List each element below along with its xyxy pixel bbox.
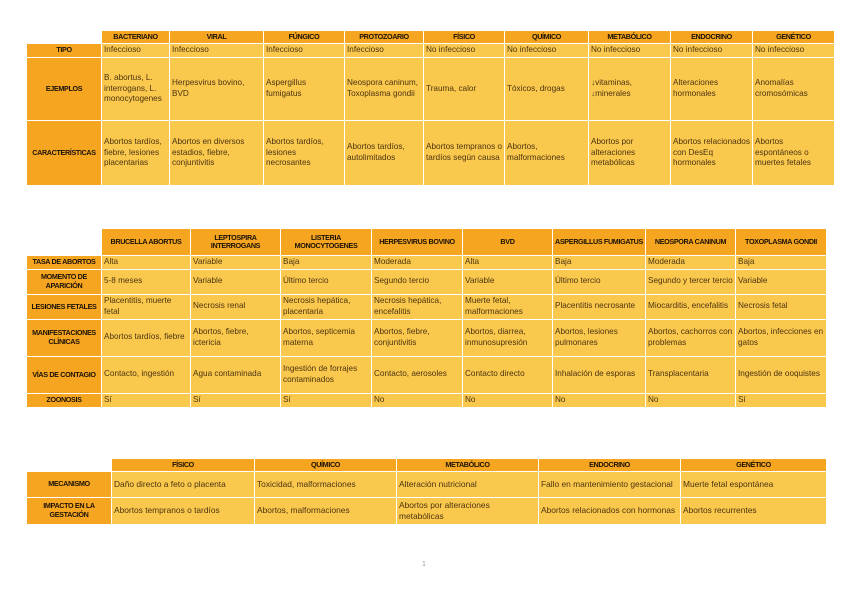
- table-row: [27, 295, 826, 319]
- column-header: TOXOPLASMA GONDII: [736, 229, 826, 255]
- table-cell: Necrosis fetal: [736, 295, 826, 319]
- table-cell: Infeccioso: [345, 44, 423, 57]
- table-cell: Necrosis hepática, placentaria: [281, 295, 371, 319]
- table-cell: Inhalación de esporas: [553, 357, 645, 393]
- table-cell: Sí: [102, 394, 190, 407]
- table-cell: Abortos tardíos, autolimitados: [345, 121, 423, 185]
- row-header: EJEMPLOS: [27, 58, 101, 120]
- column-header: METABÓLICO: [589, 31, 670, 43]
- table-cell: Alteración nutricional: [397, 472, 538, 497]
- table-header-row: [27, 459, 826, 471]
- table-cell: Abortos recurrentes: [681, 498, 826, 524]
- table-cell: Baja: [281, 256, 371, 269]
- column-header: FÍSICO: [112, 459, 254, 471]
- table-row: [27, 498, 826, 524]
- row-header: MECANISMO: [27, 472, 111, 497]
- non-infectious-table: [26, 458, 827, 525]
- table-cell: Fallo en mantenimiento gestacional: [539, 472, 680, 497]
- table-cell: Abortos tempranos o tardíos según causa: [424, 121, 504, 185]
- table-row: [27, 357, 826, 393]
- table-cell: No: [463, 394, 552, 407]
- table-cell: Abortos, fiebre, conjuntivitis: [372, 320, 462, 356]
- column-header: LEPTOSPIRA INTERROGANS: [191, 229, 280, 255]
- table-cell: Abortos por alteraciones metabólicas: [589, 121, 670, 185]
- table-cell: Variable: [463, 270, 552, 294]
- header-corner: [27, 31, 101, 43]
- table-cell: Sí: [736, 394, 826, 407]
- row-header: CARACTERÍSTICAS: [27, 121, 101, 185]
- column-header: ENDOCRINO: [539, 459, 680, 471]
- table-cell: Alteraciones hormonales: [671, 58, 752, 120]
- table-cell: Necrosis hepática, encefalitis: [372, 295, 462, 319]
- column-header: BRUCELLA ABORTUS: [102, 229, 190, 255]
- table-row: [27, 121, 834, 185]
- table-row: [27, 270, 826, 294]
- table-cell: Abortos, malformaciones: [255, 498, 396, 524]
- table-row: [27, 44, 834, 57]
- column-header: BACTERIANO: [102, 31, 169, 43]
- table-cell: Neospora caninum, Toxoplasma gondii: [345, 58, 423, 120]
- column-header: LISTERIA MONOCYTOGENES: [281, 229, 371, 255]
- table-cell: Contacto, aerosoles: [372, 357, 462, 393]
- table-cell: Baja: [553, 256, 645, 269]
- table-cell: Variable: [191, 270, 280, 294]
- table-cell: Moderada: [372, 256, 462, 269]
- table-cell: Sí: [281, 394, 371, 407]
- table-cell: Abortos, cachorros con problemas: [646, 320, 735, 356]
- column-header: PROTOZOARIO: [345, 31, 423, 43]
- table-cell: Herpesvirus bovino, BVD: [170, 58, 263, 120]
- column-header: QUÍMICO: [255, 459, 396, 471]
- table-cell: No: [372, 394, 462, 407]
- row-header: MOMENTO DE APARICIÓN: [27, 270, 101, 294]
- table-cell: Aspergillus fumigatus: [264, 58, 344, 120]
- table-cell: No infeccioso: [671, 44, 752, 57]
- row-header: LESIONES FETALES: [27, 295, 101, 319]
- table-cell: B. abortus, L. interrogans, L. monocytogenes: [102, 58, 169, 120]
- table-cell: Contacto directo: [463, 357, 552, 393]
- column-header: VIRAL: [170, 31, 263, 43]
- table-cell: Último tercio: [553, 270, 645, 294]
- table-cell: Alta: [463, 256, 552, 269]
- header-corner: [27, 459, 111, 471]
- table-cell: Abortos tempranos o tardíos: [112, 498, 254, 524]
- table-cell: Agua contaminada: [191, 357, 280, 393]
- table-cell: 5-8 meses: [102, 270, 190, 294]
- table-cell: Toxicidad, malformaciones: [255, 472, 396, 497]
- table-cell: Abortos tardíos, lesiones necrosantes: [264, 121, 344, 185]
- table-cell: Abortos, diarrea, inmunosupresión: [463, 320, 552, 356]
- table-cell: Infeccioso: [102, 44, 169, 57]
- table-cell: Abortos, septicemia materna: [281, 320, 371, 356]
- table-cell: Necrosis renal: [191, 295, 280, 319]
- table-cell: No infeccioso: [589, 44, 670, 57]
- table-cell: Abortos por alteraciones metabólicas: [397, 498, 538, 524]
- header-corner: [27, 229, 101, 255]
- row-header: MANIFESTACIONES CLÍNICAS: [27, 320, 101, 356]
- table-cell: Abortos en diversos estadios, fiebre, conjuntivitis: [170, 121, 263, 185]
- table-cell: Abortos, infecciones en gatos: [736, 320, 826, 356]
- table-cell: Anomalías cromosómicas: [753, 58, 834, 120]
- column-header: METABÓLICO: [397, 459, 538, 471]
- etiology-table: [26, 30, 835, 186]
- column-header: QUÍMICO: [505, 31, 588, 43]
- table-cell: Ingestión de forrajes contaminados: [281, 357, 371, 393]
- row-header: ZOONOSIS: [27, 394, 101, 407]
- row-header: IMPACTO EN LA GESTACIÓN: [27, 498, 111, 524]
- table-cell: Alta: [102, 256, 190, 269]
- table-cell: Último tercio: [281, 270, 371, 294]
- column-header: ASPERGILLUS FUMIGATUS: [553, 229, 645, 255]
- table-cell: Abortos tardíos, fiebre, lesiones placentarias: [102, 121, 169, 185]
- table-cell: Daño directo a feto o placenta: [112, 472, 254, 497]
- table-cell: Tóxicos, drogas: [505, 58, 588, 120]
- row-header: VÍAS DE CONTAGIO: [27, 357, 101, 393]
- table-cell: Abortos tardíos, fiebre: [102, 320, 190, 356]
- column-header: GENÉTICO: [753, 31, 834, 43]
- table-cell: Sí: [191, 394, 280, 407]
- table-cell: Placentitis necrosante: [553, 295, 645, 319]
- table-cell: Segundo tercio: [372, 270, 462, 294]
- column-header: ENDOCRINO: [671, 31, 752, 43]
- table-cell: Trauma, calor: [424, 58, 504, 120]
- table-row: [27, 58, 834, 120]
- column-header: BVD: [463, 229, 552, 255]
- table-cell: Abortos, fiebre, ictericia: [191, 320, 280, 356]
- pathogen-table: [26, 228, 827, 408]
- table-cell: No infeccioso: [753, 44, 834, 57]
- table-cell: Placentitis, muerte fetal: [102, 295, 190, 319]
- table-cell: No infeccioso: [424, 44, 504, 57]
- table-cell: Infeccioso: [170, 44, 263, 57]
- table-cell: Abortos relacionados con DesEq hormonales: [671, 121, 752, 185]
- column-header: NEOSPORA CANINUM: [646, 229, 735, 255]
- column-header: FÚNGICO: [264, 31, 344, 43]
- table-cell: Abortos espontáneos o muertes fetales: [753, 121, 834, 185]
- row-header: TIPO: [27, 44, 101, 57]
- table-row: [27, 256, 826, 269]
- table-cell: Muerte fetal espontánea: [681, 472, 826, 497]
- table-cell: ↓vitaminas, ↓minerales: [589, 58, 670, 120]
- table-cell: Miocarditis, encefalitis: [646, 295, 735, 319]
- table-cell: Segundo y tercer tercio: [646, 270, 735, 294]
- table-cell: Moderada: [646, 256, 735, 269]
- column-header: GENÉTICO: [681, 459, 826, 471]
- table-cell: No infeccioso: [505, 44, 588, 57]
- column-header: HERPESVIRUS BOVINO: [372, 229, 462, 255]
- table-cell: Baja: [736, 256, 826, 269]
- row-header: TASA DE ABORTOS: [27, 256, 101, 269]
- table-cell: Abortos relacionados con hormonas: [539, 498, 680, 524]
- table-cell: Contacto, ingestión: [102, 357, 190, 393]
- table-row: [27, 320, 826, 356]
- table-cell: No: [553, 394, 645, 407]
- table-cell: Variable: [736, 270, 826, 294]
- table-cell: Abortos, lesiones pulmonares: [553, 320, 645, 356]
- table-cell: Muerte fetal, malformaciones: [463, 295, 552, 319]
- table-cell: Ingestión de ooquistes: [736, 357, 826, 393]
- page-number: 1: [422, 561, 426, 568]
- table-cell: Variable: [191, 256, 280, 269]
- table-row: [27, 472, 826, 497]
- table-header-row: [27, 31, 834, 43]
- table-header-row: [27, 229, 826, 255]
- table-cell: Infeccioso: [264, 44, 344, 57]
- column-header: FÍSICO: [424, 31, 504, 43]
- table-cell: Transplacentaria: [646, 357, 735, 393]
- table-row: [27, 394, 826, 407]
- table-cell: Abortos, malformaciones: [505, 121, 588, 185]
- table-cell: No: [646, 394, 735, 407]
